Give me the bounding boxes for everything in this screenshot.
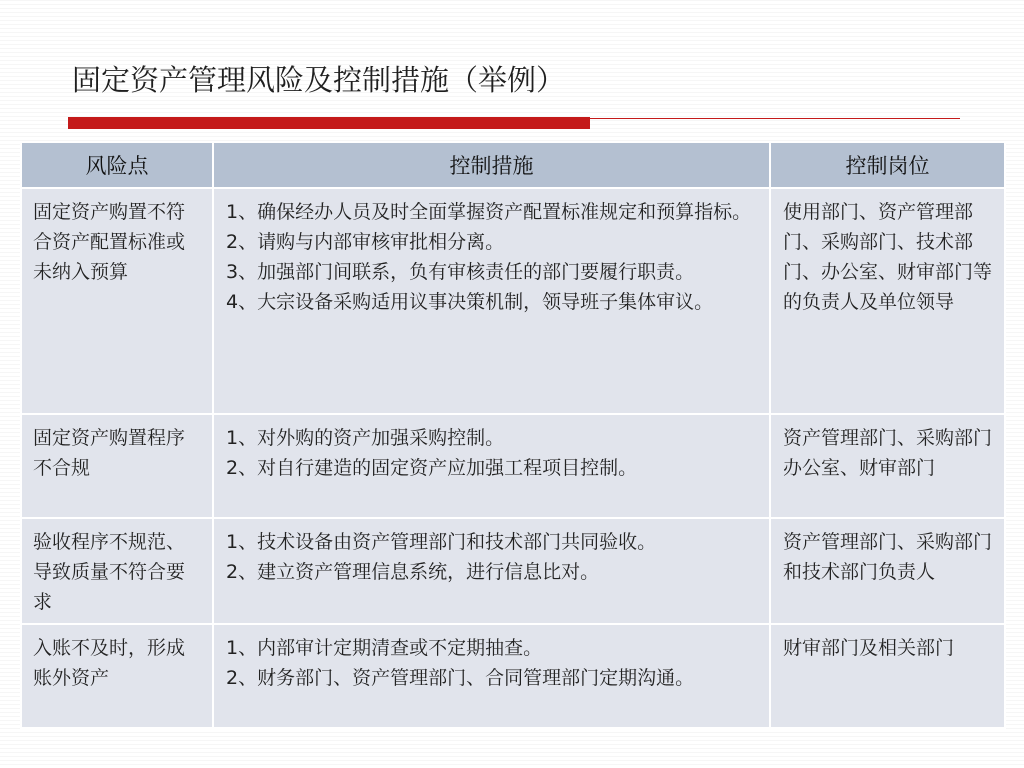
header-control-post: 控制岗位 bbox=[770, 142, 1005, 188]
measure-item: 2、建立资产管理信息系统，进行信息比对。 bbox=[226, 561, 600, 583]
measure-item: 2、财务部门、资产管理部门、合同管理部门定期沟通。 bbox=[226, 667, 695, 689]
measure-item: 1、内部审计定期清查或不定期抽查。 bbox=[226, 637, 543, 659]
risk-point-cell: 固定资产购置程序不合规 bbox=[21, 414, 213, 518]
control-post-cell: 使用部门、资产管理部门、采购部门、技术部门、办公室、财审部门等的负责人及单位领导 bbox=[770, 188, 1005, 414]
control-measures-cell bbox=[213, 624, 770, 728]
header-control-measures: 控制措施 bbox=[213, 142, 770, 188]
table-row bbox=[21, 188, 1005, 414]
table-row bbox=[21, 518, 1005, 624]
table-row bbox=[21, 624, 1005, 728]
measure-item: 4、大宗设备采购适用议事决策机制，领导班子集体审议。 bbox=[226, 291, 714, 313]
measure-item: 1、确保经办人员及时全面掌握资产配置标准规定和预算指标。 bbox=[226, 201, 752, 223]
control-post-cell: 资产管理部门、采购部门办公室、财审部门 bbox=[770, 414, 1005, 518]
measure-item: 1、技术设备由资产管理部门和技术部门共同验收。 bbox=[226, 531, 657, 553]
control-post-cell: 财审部门及相关部门 bbox=[770, 624, 1005, 728]
title-accent-bar bbox=[68, 117, 590, 129]
measure-item: 3、加强部门间联系，负有审核责任的部门要履行职责。 bbox=[226, 261, 695, 283]
table-row bbox=[21, 414, 1005, 518]
risk-point-cell: 入账不及时，形成账外资产 bbox=[21, 624, 213, 728]
measure-item: 2、请购与内部审核审批相分离。 bbox=[226, 231, 505, 253]
measure-item: 2、对自行建造的固定资产应加强工程项目控制。 bbox=[226, 457, 638, 479]
risk-point-cell: 固定资产购置不符合资产配置标准或未纳入预算 bbox=[21, 188, 213, 414]
risk-control-table bbox=[20, 141, 1006, 729]
header-risk-point: 风险点 bbox=[21, 142, 213, 188]
measure-item: 1、对外购的资产加强采购控制。 bbox=[226, 427, 505, 449]
page-title: 固定资产管理风险及控制措施（举例） bbox=[72, 63, 566, 97]
risk-point-cell: 验收程序不规范、导致质量不符合要求 bbox=[21, 518, 213, 624]
control-post-cell: 资产管理部门、采购部门和技术部门负责人 bbox=[770, 518, 1005, 624]
control-measures-cell bbox=[213, 188, 770, 414]
table-header-row bbox=[21, 142, 1005, 188]
control-measures-cell bbox=[213, 518, 770, 624]
control-measures-cell bbox=[213, 414, 770, 518]
title-underline bbox=[590, 118, 960, 119]
